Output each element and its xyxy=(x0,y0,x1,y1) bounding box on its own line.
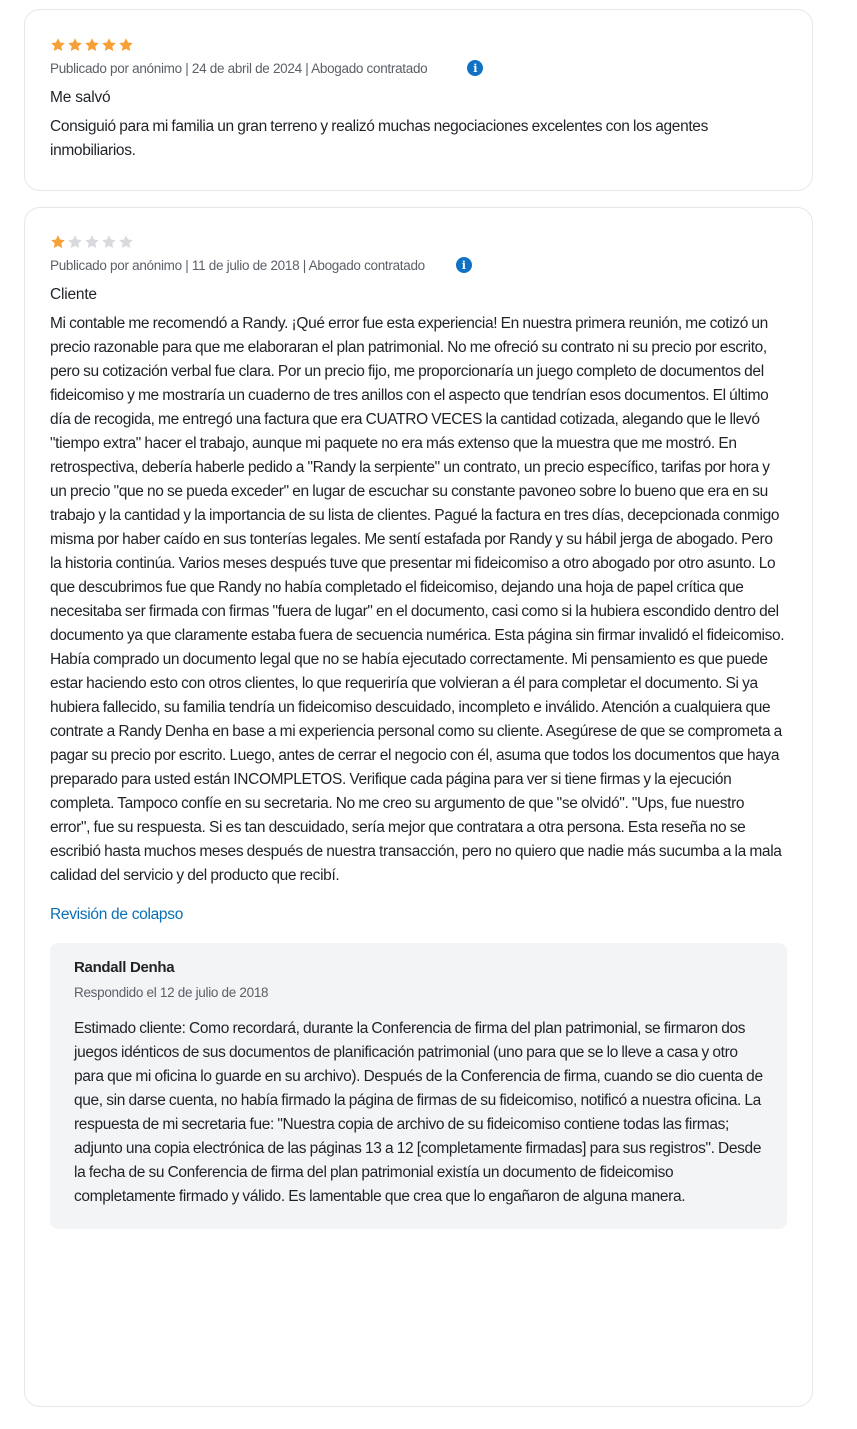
response-author: Randall Denha xyxy=(74,959,175,976)
star-filled-icon xyxy=(50,37,66,53)
star-filled-icon xyxy=(84,37,100,53)
review-meta: Publicado por anónimo | 24 de abril de 2024 | Abogado contratado xyxy=(50,60,428,76)
info-icon[interactable]: i xyxy=(456,257,472,273)
review-meta-row xyxy=(50,59,787,77)
collapse-review-link[interactable]: Revisión de colapso xyxy=(50,906,184,923)
review-card xyxy=(24,207,813,1407)
star-empty-icon xyxy=(118,234,134,250)
star-empty-icon xyxy=(67,234,83,250)
star-rating xyxy=(50,36,787,54)
review-meta: Publicado por anónimo | 11 de julio de 2018 | Abogado contratado xyxy=(50,257,425,273)
review-title: Cliente xyxy=(50,286,97,303)
response-body: Estimado cliente: Como recordará, durante la Conferencia de firma del plan patrimonial, se firmaron dos juegos idénticos de sus documentos de planificación patrimonial (uno para que se lo lleve a casa y otro para que mi oficina lo guarde en su archivo). Después de la Conferencia de firma, cuando se dio cuenta de que, sin darse cuenta, no había firmado la página de firmas de su fideicomiso, notificó a nuestra oficina. La respuesta de mi secretaria fue: "Nuestra copia de archivo de su fideicomiso contiene todas las firmas; adjunto una copia electrónica de las páginas 13 a 12 [completamente firmadas] para sus registros". Desde la fecha de su Conferencia de firma del plan patrimonial existía un documento de fideicomiso completamente firmado y válido. Es lamentable que crea que lo engañaron de alguna manera. xyxy=(74,1020,763,1205)
star-filled-icon xyxy=(118,37,134,53)
star-filled-icon xyxy=(101,37,117,53)
star-empty-icon xyxy=(84,234,100,250)
review-body: Consiguió para mi familia un gran terreno y realizó muchas negociaciones excelentes con los agentes inmobiliarios. xyxy=(50,118,708,159)
info-icon[interactable]: i xyxy=(467,60,483,76)
star-filled-icon xyxy=(67,37,83,53)
review-title: Me salvó xyxy=(50,89,111,106)
star-empty-icon xyxy=(101,234,117,250)
response-date: Respondido el 12 de julio de 2018 xyxy=(74,985,269,1000)
star-filled-icon xyxy=(50,234,66,250)
review-card xyxy=(24,9,813,191)
attorney-response xyxy=(50,943,787,1229)
review-meta-row xyxy=(50,256,787,274)
review-body: Mi contable me recomendó a Randy. ¡Qué error fue esta experiencia! En nuestra primera reunión, me cotizó un precio razonable para que me elaboraran el plan patrimonial. No me ofreció su contrato ni su precio por escrito, pero su cotización verbal fue clara. Por un precio fijo, me proporcionaría un juego completo de documentos del fideicomiso y me mostraría un cuaderno de tres anillos con el aspecto que tendrían esos documentos. El último día de recogida, me entregó una factura que era CUATRO VECES la cantidad cotizada, alegando que le llevó "tiempo extra" hacer el trabajo, aunque mi paquete no era más extenso que la muestra que me mostró. En retrospectiva, debería haberle pedido a "Randy la serpiente" un contrato, un precio específico, tarifas por hora y un precio "que no se pueda exceder" en lugar de escuchar su constante pavoneo sobre lo bueno que era en su trabajo y la cantidad y la importancia de su lista de clientes. Pagué la factura en tres días, decepcionada conmigo misma por haber caído en sus tonterías legales. Me sentí estafada por Randy y su hábil jerga de abogado. Pero la historia continúa. Varios meses después tuve que presentar mi fideicomiso a otro abogado por otro asunto. Lo que descubrimos fue que Randy no había completado el fideicomiso, dejando una hoja de papel crítica que necesitaba ser firmada con firmas "fuera de lugar" en el documento, casi como si la hubiera escondido dentro del documento ya que claramente estaba fuera de secuencia numérica. Esta página sin firmar invalidó el fideicomiso. Había comprado un documento legal que no se había ejecutado correctamente. Mi pensamiento es que puede estar haciendo esto con otros clientes, lo que requeriría que volvieran a él para completar el documento. Si ya hubiera fallecido, su familia tendría un fideicomiso descuidado, incompleto e inválido. Atención a cualquiera que contrate a Randy Denha en base a mi experiencia personal como su cliente. Asegúrese de que se comprometa a pagar su precio por escrito. Luego, antes de cerrar el negocio con él, asuma que todos los documentos que haya preparado para usted están INCOMPLETOS. Verifique cada página para ver si tiene firmas y la ejecución completa. Tampoco confíe en su secretaria. No me creo su argumento de que "se olvidó". "Ups, fue nuestro error", fue su respuesta. Si es tan descuidado, sería mejor que contratara a otra persona. Esta reseña no se escribió hasta muchos meses después de nuestra transacción, pero no quiero que nadie más sucumba a la mala calidad del servicio y del producto que recibí. xyxy=(50,315,785,884)
star-rating xyxy=(50,233,787,251)
